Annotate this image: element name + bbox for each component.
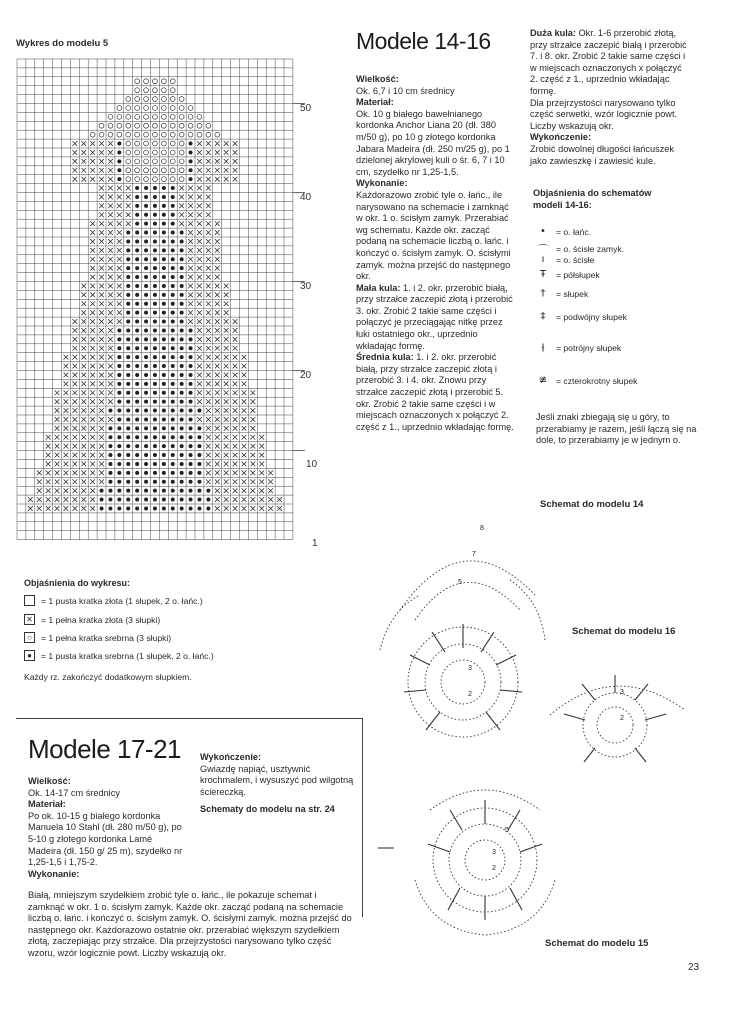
axis-label-10: 10 bbox=[306, 459, 318, 470]
svg-text:7: 7 bbox=[472, 551, 476, 558]
axis-label-1: 1 bbox=[312, 538, 318, 549]
section-title-17-21: Modele 17-21 bbox=[28, 734, 181, 764]
quadruple-treble-icon: ≢ bbox=[538, 375, 548, 386]
scheme-16-label: Schemat do modelu 16 bbox=[572, 626, 676, 637]
text-17-21-left: Wielkość: Ok. 14-17 cm średnicy Materiał: Po ok. 10-15 g białego kordonka Manuela 10 Stahl (dł. 280 m/50 g), po 5-10 g złotego kordonka Lamé Madeira (dł. 150 g/ 25 m), szydełko nr 1,25-1,5 i 1,75-2. Wykonanie: bbox=[28, 776, 183, 879]
svg-text:3: 3 bbox=[468, 665, 472, 672]
svg-text:3: 3 bbox=[620, 689, 624, 696]
chart5-grid bbox=[16, 58, 326, 550]
symbols-title: Objaśnienia do schematów modeli 14-16: bbox=[533, 188, 652, 210]
single-crochet-icon: ı bbox=[541, 254, 545, 265]
scheme-15-diagram bbox=[370, 770, 590, 970]
text-14-16-main: Wielkość: Ok. 6,7 i 10 cm średnicy Materiał: Ok. 10 g białego bawełnianego kordonka Anchor Liana 20 (dł. 380 m/50 g), po 10 g złotego kordonka Jabara Madeira (dł. 250 m/25 g), po 1 dzielonej akrylowej kuli o śr. 6, 7 i 10 cm, szydełko nr 1,25-1,5. Wykonanie: Każdorazowo zrobić tyle o. łańc., ile narysowano na schemacie i zamknąć w okr. 1 o. ścisłym zamyk. Przerabiać wg schematu. Każde okr. zacząć podaną na schemacie liczbą o. łańc. i kończyć o. ścisłym zamyk. O. ścisłymi zamyk. można przejść do następnego okr. Mała kula: 1. i 2. okr. przerobić białą, przy strzałce zaczepić złotą i przerobić 3. okr. Zrobić 2 takie same części i połączyć je przeciągając nitkę przez łuki ostatniego okr., uprzednio wkładając formę. Średnia kula: 1. i 2. okr. przerobić białą, przy strzałce zaczepić złotą i przerobić 3. i 4. okr. Znowu przy strzałce zaczepić złotą i przerobić 5. okr. Zrobić 2 takie same części i w miejscach oznaczonych x połączyć 2. część z 1., uprzednio wkładając formę. bbox=[356, 74, 514, 432]
scheme-16-diagram bbox=[540, 650, 700, 770]
text-14-16-right: Duża kula: Okr. 1-6 przerobić złotą, przy strzałce zaczepić białą i przerobić 7. i 8. okr. Zrobić 2 takie same części i w miejscach oznaczonych x połączyć 2. część z 1., uprzednio wkładając formę. Dla przejrzystości narysowano tylko część serwetki, wzór logicznie powt. Liczby wskazują okr. Wykończenie: Zrobić dowolnej długości łańcuszek jako zawieszkę i zawiesić kule. bbox=[530, 28, 687, 166]
symbol-slip-stitch: ⌒ = o. ścisłe zamyk. bbox=[536, 241, 624, 256]
svg-text:5: 5 bbox=[505, 827, 509, 834]
circle-square-icon: ○ bbox=[24, 632, 35, 643]
symbols-note: Jeśli znaki zbiegają się u góry, to przerabiamy je razem, jeśli łączą się na dole, to przerabiamy je w jednym o. bbox=[536, 412, 697, 446]
page-number: 23 bbox=[688, 962, 700, 973]
symbol-single-crochet: ı = o. ścisłe bbox=[536, 254, 594, 265]
legend-title: Objaśnienia do wykresu: bbox=[24, 578, 131, 588]
symbol-treble: ‡ = podwójny słupek bbox=[536, 311, 627, 322]
symbol-double: † = słupek bbox=[536, 288, 588, 299]
svg-text:8: 8 bbox=[480, 525, 484, 532]
chain-stitch-icon: • bbox=[540, 226, 546, 237]
scheme-14-label: Schemat do modelu 14 bbox=[540, 499, 644, 510]
svg-text:2: 2 bbox=[620, 715, 624, 722]
cross-square-icon: ✕ bbox=[24, 614, 35, 625]
schemes-ref: Schematy do modelu na str. 24 bbox=[200, 804, 335, 815]
dot-square-icon: ● bbox=[24, 650, 35, 661]
slip-stitch-icon: ⌒ bbox=[538, 245, 548, 256]
chart5-title: Wykres do modelu 5 bbox=[16, 38, 109, 49]
triple-treble-icon: ⫲ bbox=[541, 342, 545, 353]
scheme-15-label: Schemat do modelu 15 bbox=[545, 938, 649, 949]
svg-text:5: 5 bbox=[458, 579, 462, 586]
text-17-21-wyk: Białą, mniejszym szydełkiem zrobić tyle o. łańc., ile pokazuje schemat i zamknąć w okr. 1 o. ścisłym zamyk. Każde okr. zacząć podaną na schemacie liczbą o. łańc. i kończyć o. ścisłym zamyk. O. ścisłymi zamyk. można przejść do następnego okr. Każdorazowo ostatnie okr. przerabiać większym szydełkiem złotą, zaczepiając przy strzałce. Dla przejrzystości narysowano tylko część wzoru, wzór logicznie powt. Liczby wskazują okr. bbox=[28, 890, 352, 958]
text-17-21-right: Wykończenie: Gwiazdę napiąć, usztywnić krochmalem, i wysuszyć pod wilgotną ściereczką. Schematy do modelu na str. 24 bbox=[200, 752, 356, 816]
axis-label-40: 40 bbox=[300, 192, 312, 203]
axis-label-30: 30 bbox=[300, 281, 312, 292]
legend-empty-silver: ● = 1 pusta kratka srebrna (1 słupek, 2 o. łańc.) bbox=[24, 650, 214, 661]
axis-label-20: 20 bbox=[300, 370, 312, 381]
double-crochet-icon: † bbox=[540, 288, 546, 299]
symbol-half-double: Ŧ = półsłupek bbox=[536, 269, 600, 280]
symbol-chain: • = o. łańc. bbox=[536, 226, 591, 237]
section-title-14-16: Modele 14-16 bbox=[356, 28, 491, 54]
symbol-quadruple: ≢ = czterokrotny słupek bbox=[536, 375, 637, 386]
legend-empty-gold: = 1 pusta kratka złota (1 słupek, 2 o. łańc.) bbox=[24, 595, 203, 606]
axis-label-50: 50 bbox=[300, 103, 312, 114]
svg-text:2: 2 bbox=[468, 691, 472, 698]
legend-full-silver: ○ = 1 pełna kratka srebrna (3 słupki) bbox=[24, 632, 171, 643]
chart5-note: Każdy rz. zakończyć dodatkowym słupkiem. bbox=[24, 672, 192, 682]
half-double-crochet-icon: Ŧ bbox=[539, 269, 547, 280]
treble-crochet-icon: ‡ bbox=[540, 311, 546, 322]
legend-full-gold: ✕ = 1 pełna kratka złota (3 słupki) bbox=[24, 614, 160, 625]
symbol-triple-treble: ⫲ = potrójny słupek bbox=[536, 342, 621, 353]
svg-text:2: 2 bbox=[492, 865, 496, 872]
empty-square-icon bbox=[24, 595, 35, 606]
svg-text:3: 3 bbox=[492, 849, 496, 856]
